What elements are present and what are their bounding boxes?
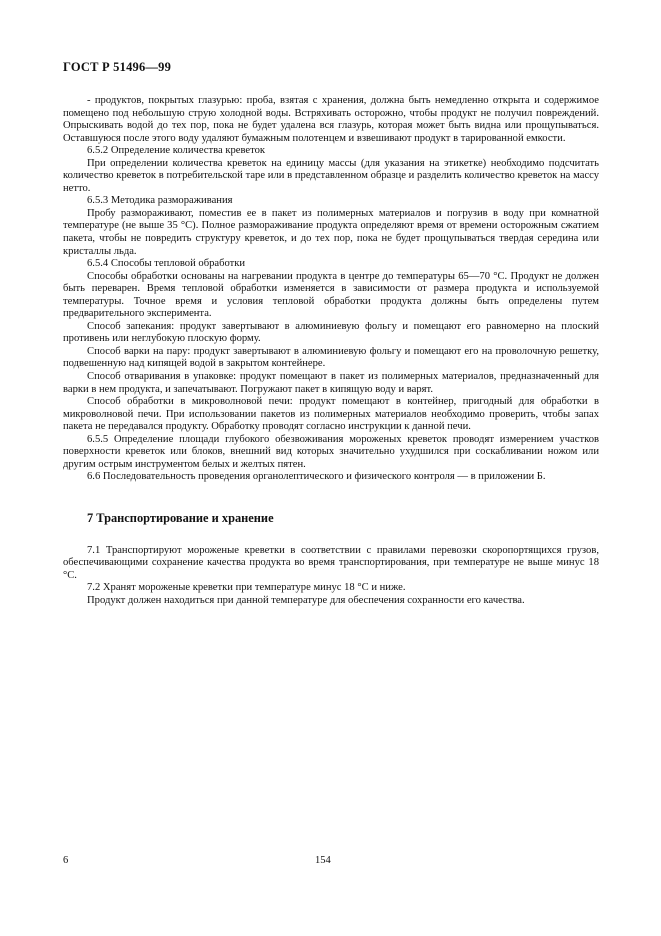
paragraph: Способы обработки основаны на нагревании продукта в центре до температуры 65—70 °С. Продукт не должен быть переварен. Время тепловой обработки изменяется в зависимости от размера продукта и используемой температуры. Точное время и условия тепловой обработки продукта должны быть определены путем предварительного эксперимента. [63,270,599,320]
document-header: ГОСТ Р 51496—99 [63,60,172,74]
paragraph: Способ варки на пару: продукт завертывают в алюминиевую фольгу и помещают его на проволочную решетку, подвешенную над кипящей водой в закрытом контейнере. [63,345,599,370]
paragraph: При определении количества креветок на единицу массы (для указания на этикетке) необходимо подсчитать количество креветок в потребительской таре или в представленном образце и разделить количество креветок на массу нетто. [63,157,599,194]
paragraph: Способ отваривания в упаковке: продукт помещают в пакет из полимерных материалов, предназначенный для варки в нем продукта, и запечатывают. Погружают пакет в кипящую воду и варят. [63,371,599,395]
subsection-heading: 6.5.3 Методика размораживания [87,195,233,207]
paragraph: Пробу размораживают, поместив ее в пакет из полимерных материалов и погрузив в воду при комнатной температуре (не выше 35 °С). Полное размораживание продукта определяют время от времени осторожным сжатием пакета, чтобы не повредить структуру креветок, и до тех пор, пока не будет прощупываться твердая середина или кристаллы льда. [63,207,599,257]
paragraph: 6.6 Последовательность проведения органолептического и физического контроля — в приложении Б. [87,471,546,483]
paragraph: 6.5.5 Определение площади глубокого обезвоживания мороженых креветок проводят измерением участков поверхности креветок или блоков, внешний вид которых значительно ухудшился при соскабливании ножом или другим острым инструментом белых и желтых пятен. [63,433,599,470]
paragraph: 7.1 Транспортируют мороженые креветки в соответствии с правилами перевозки скоропортящихся грузов, обеспечивающими сохранение качества продукта во время транспортирования, при температуре не выше минус 18 °С. [63,544,599,581]
subsection-heading: 6.5.4 Способы тепловой обработки [87,258,246,270]
paragraph: - продуктов, покрытых глазурью: проба, взятая с хранения, должна быть немедленно открыта и содержимое помещено под небольшую струю холодной воды. Встряхивать осторожно, чтобы продукт не получил повреждений. Опрыскивать водой до тех пор, пока не будет удалена вся глазурь, которая может быть видна или прощупываться. Оставшуюся после этого воду удаляют бумажным полотенцем и взвешивают продукт в тарированной емкости. [63,95,599,144]
section-title: 7 Транспортирование и хранение [87,510,274,525]
paragraph: Способ обработки в микроволновой печи: продукт помещают в контейнер, пригодный для обработки в микроволновой печи. При использовании пакетов из полимерных материалов необходимо проверить, чтобы запах пакета не передавался продукту. Обработку проводят согласно инструкции к данной печи. [63,396,599,433]
paragraph: 7.2 Хранят мороженые креветки при температуре минус 18 °С и ниже. [87,582,406,594]
subsection-heading: 6.5.2 Определение количества креветок [87,145,266,157]
document-body [63,95,599,607]
paragraph: Продукт должен находиться при данной температуре для обеспечения сохранности его качества. [87,594,525,606]
sheet-number: 154 [315,855,331,866]
paragraph: Способ запекания: продукт завертывают в алюминиевую фольгу и помещают его равномерно на плоский противень или неглубокую плоскую форму. [63,320,599,345]
page-number: 6 [63,855,69,866]
